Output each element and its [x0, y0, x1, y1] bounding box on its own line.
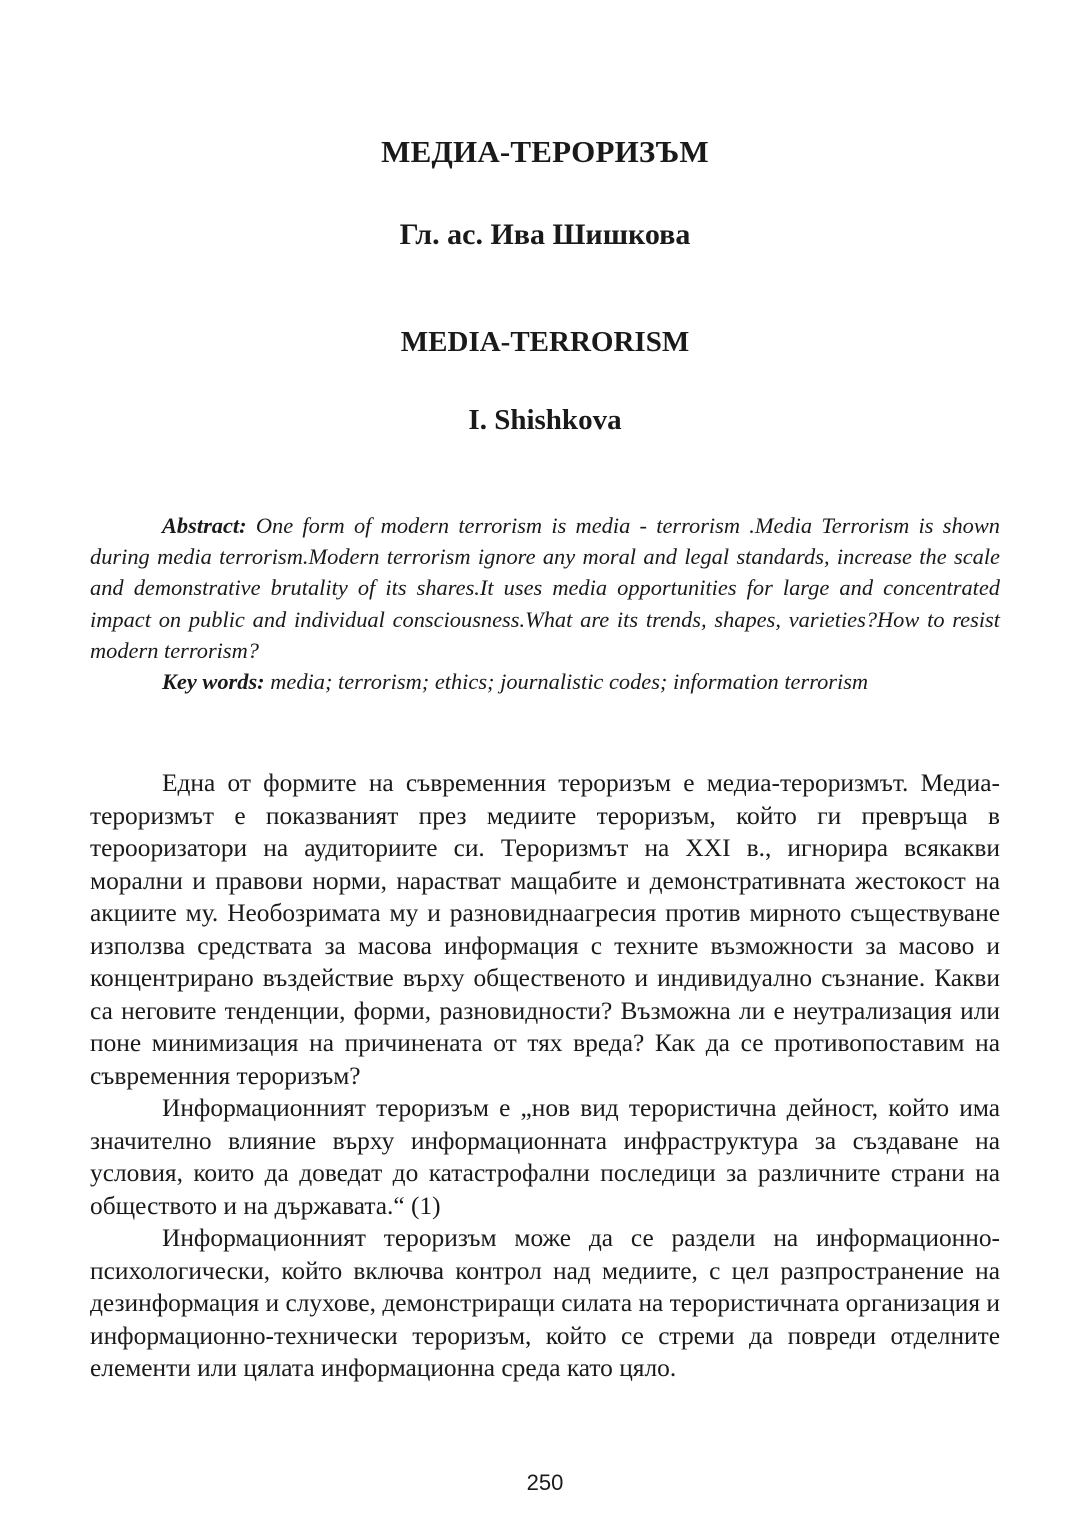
article-body	[90, 767, 1000, 1385]
abstract-text: One form of modern terrorism is media - terrorism .Media Terrorism is shown during media terrorism.Modern terrorism ignore any moral and legal standards, increase the scale and demonstrative brutality of its shares.It uses media opportunities for large and concentrated impact on public and individual consciousness.What are its trends, shapes, varieties?How to resist modern terrorism?	[90, 513, 1000, 663]
abstract-block	[90, 510, 1000, 697]
keywords-text: media; terrorism; ethics; journalistic codes; information terrorism	[264, 669, 869, 695]
paper-page	[90, 0, 1000, 1530]
article-title-bulgarian: МЕДИА-ТЕРОРИЗЪМ	[381, 134, 709, 169]
abstract-label: Abstract:	[162, 513, 247, 538]
body-paragraph-2: Информационният тероризъм е „нов вид терористична дейност, който има значително влияние върху информационната инфраструктура за създаване на условия, които да доведат до катастрофални последици за различните страни на обществото и на държавата.“ (1)	[90, 1094, 1000, 1220]
author-bulgarian: Гл. ас. Ива Шишкова	[399, 218, 691, 251]
article-title-english: MEDIA-TERRORISM	[400, 326, 690, 358]
author-english: I. Shishkova	[468, 404, 622, 436]
page-number: 250	[526, 1470, 564, 1495]
keywords-label: Key words:	[162, 669, 265, 695]
abstract-paragraph	[90, 510, 1000, 666]
body-paragraph-3: Информационният тероризъм може да се раздели на информационно-психологически, който включва контрол над медиите, с цел разпространение на дезинформация и слухове, демонстриращи силата на терористичната организация и информационно-технически тероризъм, който се стреми да повреди отделните елементи или цялата информационна среда като цяло.	[90, 1224, 1000, 1382]
body-paragraph-1: Една от формите на съвременния тероризъм е медиа-тероризмът. Медиа-тероризмът е показваният през медиите тероризъм, който ги превръща в терооризатори на аудиториите си. Тероризмът на XXI в., игнорира всякакви морални и правови норми, нарастват мащабите и демонстративната жестокост на акциите му. Необозримата му и разновиднаагресия против мирното съществуване използва средствата за масова информация с техните възможности за масово и концентрирано въздействие върху общественото и индивидуално съзнание. Какви са неговите тенденции, форми, разновидности? Възможна ли е неутрализация или поне минимизация на причинената от тях вреда? Как да се противопоставим на съвременния тероризъм?	[90, 769, 1000, 1090]
keywords-paragraph	[90, 666, 1000, 697]
